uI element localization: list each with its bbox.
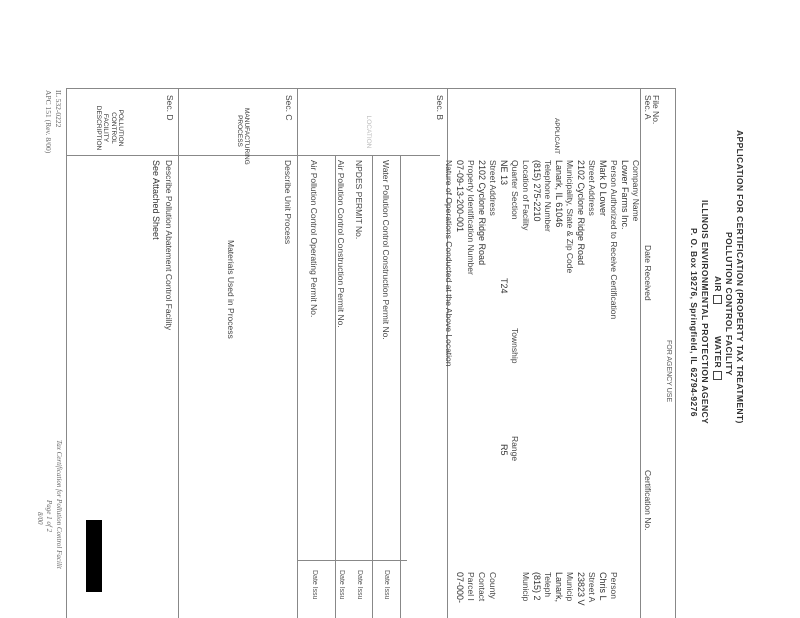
certification-no-label: Certification No. — [643, 470, 653, 531]
range-label: Range — [510, 436, 520, 462]
sec-d-label: Sec. D — [165, 95, 175, 121]
nature-of-operations-label: Nature of Operations Conducted at the Above Location — [444, 160, 454, 367]
air-construction-permit-label: Air Pollution Control Construction Permit No. — [336, 160, 346, 328]
scanned-stamp-block — [86, 520, 102, 592]
air-checkbox[interactable] — [713, 295, 722, 304]
right-person-value[interactable]: Chris L — [598, 572, 608, 601]
quarter-section-label: Quarter Section — [510, 160, 520, 220]
form-title-line2: POLLUTION CONTROL FACILITY — [724, 232, 734, 376]
right-municipality-value[interactable]: Lanark, — [554, 572, 564, 603]
right-street-value[interactable]: 23823 V — [576, 572, 586, 606]
air-label: AIR — [713, 276, 723, 292]
npdes-line — [372, 155, 373, 618]
right-municip-label: Municip — [521, 572, 531, 602]
water-label: WATER — [713, 336, 723, 369]
parcel-label: Parcel I — [466, 572, 476, 601]
form-number: IL 532-0222 — [54, 90, 63, 128]
township-value[interactable]: T24 — [499, 278, 509, 294]
form-title-line1: APPLICATION FOR CERTIFICATION (PROPERTY TAX TREATMENT) — [735, 130, 745, 424]
applicant-side-label: APPLICANT — [553, 118, 560, 155]
air-operating-date-label: Date Issu — [311, 570, 318, 600]
sec-b-label: Sec. B — [435, 95, 445, 121]
contact-label: Contact — [477, 572, 487, 602]
sec-a-label: Sec. A — [643, 95, 653, 120]
form-revision: APC 151 (Rev. 8/00) — [44, 90, 53, 154]
footer-date: 8/00 — [36, 512, 44, 525]
agency-address: P. O. Box 19276, Springfield, IL 62794-9276 — [689, 228, 699, 417]
pin-value[interactable]: 07-09-13-200-001 — [455, 160, 465, 233]
form-left-border — [66, 88, 67, 618]
date-issued-divider — [297, 560, 407, 561]
agency-use-label: FOR AGENCY USE — [665, 340, 672, 403]
right-person-label: Person — [609, 572, 619, 599]
range-value[interactable]: R5 — [499, 444, 509, 456]
sec-c-divider — [178, 88, 179, 618]
county-label: County — [488, 572, 498, 599]
air-construction-date-label: Date Issu — [338, 570, 345, 600]
location-side-label: LOCATION — [365, 115, 372, 149]
air-operating-permit-label: Air Pollution Control Operating Permit No. — [309, 160, 319, 318]
water-permit-label: Water Pollution Control Construction Permit No. — [381, 160, 391, 340]
right-phone-label: Teleph — [543, 572, 553, 598]
see-attached-sheet: See Attached Sheet — [151, 160, 161, 240]
water-checkbox[interactable] — [713, 371, 722, 380]
npdes-permit-label: NPDES PERMIT No. — [354, 160, 364, 240]
quarter-section-value[interactable]: NE 13 — [499, 160, 509, 186]
agency-name: ILLINOIS ENVIRONMENTAL PROTECTION AGENCY — [700, 200, 710, 425]
right-street-label: Street A — [587, 572, 597, 603]
footer-form-title: Tax Certification for Pollution Control Facilit — [55, 440, 63, 569]
manufacturing-side-label: MANUFACTURING PROCESS — [235, 108, 250, 165]
form-top-border — [66, 88, 676, 89]
company-name-label: Company Name — [631, 160, 641, 222]
municipality-label: Municipality, State & Zip Code — [565, 160, 575, 274]
file-no-label: File No. — [651, 95, 661, 125]
pin-label: Property Identification Number — [466, 160, 476, 275]
location-street-value[interactable]: 2102 Cyclone Ridge Road — [477, 160, 487, 266]
sec-c-label: Sec. C — [284, 95, 294, 121]
parcel-value[interactable]: 07-000- — [455, 572, 465, 604]
materials-used-label: Materials Used in Process — [226, 240, 236, 339]
street-value[interactable]: 2102 Cyclone Ridge Road — [576, 160, 586, 266]
water-permit-line — [400, 155, 401, 618]
township-label: Township — [510, 328, 520, 364]
person-label: Person Authorized to Receive Certification — [609, 160, 619, 320]
right-municipality-label: Municip — [565, 572, 575, 602]
right-phone-value[interactable]: (815) 2 — [532, 572, 542, 601]
water-date-issued-label: Date Issu — [383, 570, 390, 600]
person-value[interactable]: Mark D Lower — [598, 160, 608, 217]
form-right-border — [675, 88, 676, 618]
footer-page: Page 1 of 2 — [45, 500, 53, 533]
npdes-date-issued-label: Date Issu — [356, 570, 363, 600]
street-label: Street Address — [587, 160, 597, 216]
municipality-value[interactable]: Lanark, IL 61046 — [554, 160, 564, 228]
phone-value[interactable]: (815) 275-2210 — [532, 160, 542, 222]
describe-abatement-label: Describe Pollution Abatement Control Facility — [164, 160, 174, 331]
date-received-label: Date Received — [643, 245, 653, 301]
describe-unit-process-label: Describe Unit Process — [283, 160, 293, 245]
pollution-side-label: POLLUTION CONTROL FACILITY DESCRIPTION — [94, 105, 124, 151]
sec-b-divider — [297, 88, 298, 618]
air-checkbox-row[interactable] — [713, 276, 722, 304]
phone-label: Telephone Number — [543, 160, 553, 232]
water-checkbox-row[interactable] — [713, 336, 722, 380]
location-of-facility-label: Location of Facility — [521, 160, 531, 231]
company-name-value[interactable]: Lower Farms Inc. — [620, 160, 630, 230]
location-street-label: Street Address — [488, 160, 498, 216]
